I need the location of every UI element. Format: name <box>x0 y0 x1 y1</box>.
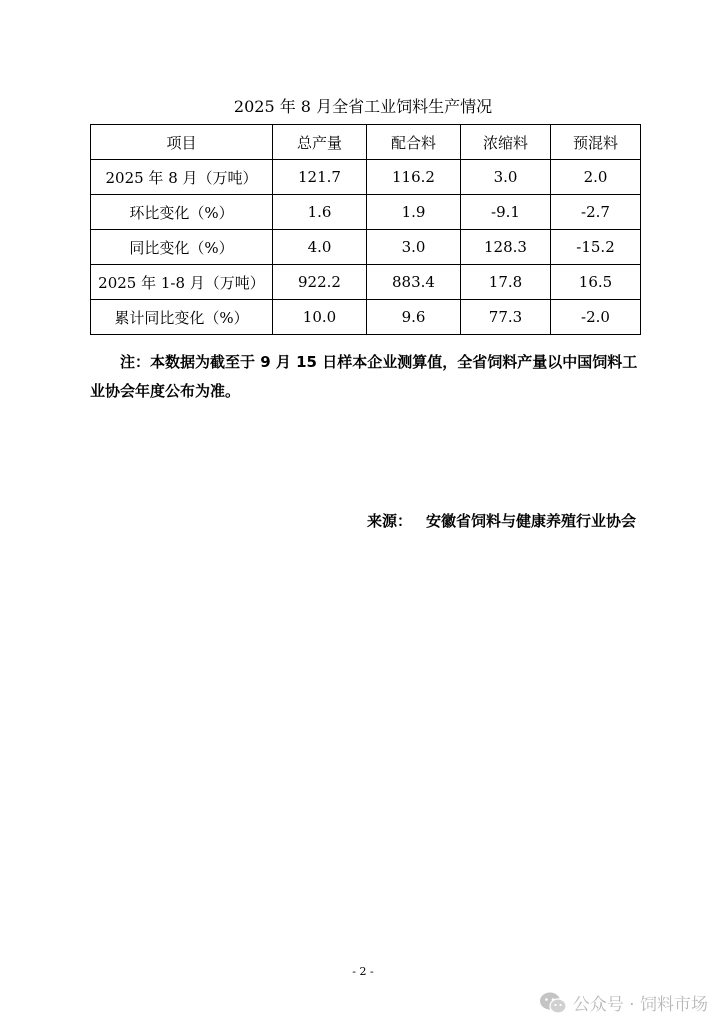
table-row <box>91 195 641 230</box>
table-row <box>91 160 641 195</box>
header-item: 项目 <box>91 125 273 160</box>
table-cell: 环比变化（%） <box>91 195 273 230</box>
page-number: - 2 - <box>352 965 374 978</box>
table-cell: 4.0 <box>273 230 367 265</box>
watermark-text: 公众号 · 饲料市场 <box>572 995 708 1015</box>
table-cell: 1.6 <box>273 195 367 230</box>
source-label: 来源： <box>366 512 412 530</box>
table-cell: 9.6 <box>367 300 461 335</box>
table-cell: 16.5 <box>551 265 641 300</box>
table-row <box>91 230 641 265</box>
table-cell: 3.0 <box>367 230 461 265</box>
table-cell: -2.7 <box>551 195 641 230</box>
table-cell: 10.0 <box>273 300 367 335</box>
source-line <box>367 510 636 531</box>
table-header-row <box>91 125 641 160</box>
table-cell: 同比变化（%） <box>91 230 273 265</box>
wechat-icon <box>539 991 567 1015</box>
header-concentrate: 浓缩料 <box>461 125 551 160</box>
table-cell: 2025 年 8 月（万吨） <box>91 160 273 195</box>
data-note <box>90 348 642 406</box>
table-cell: 128.3 <box>461 230 551 265</box>
note-text: 注：本数据为截至于 9 月 15 日样本企业测算值，全省饲料产量以中国饲料工业协会年度公布为准。 <box>90 353 638 400</box>
header-premix: 预混料 <box>551 125 641 160</box>
table-cell: 17.8 <box>461 265 551 300</box>
table-cell: -9.1 <box>461 195 551 230</box>
table-cell: 1.9 <box>367 195 461 230</box>
table-cell: 121.7 <box>273 160 367 195</box>
table-cell: 2025 年 1-8 月（万吨） <box>91 265 273 300</box>
table-row <box>91 265 641 300</box>
table-cell: 2.0 <box>551 160 641 195</box>
table-cell: 77.3 <box>461 300 551 335</box>
header-compound: 配合料 <box>367 125 461 160</box>
table-cell: -15.2 <box>551 230 641 265</box>
feed-production-table <box>90 124 641 335</box>
document-title: 2025 年 8 月全省工业饲料生产情况 <box>233 97 493 116</box>
table-cell: -2.0 <box>551 300 641 335</box>
table-cell: 累计同比变化（%） <box>91 300 273 335</box>
table-cell: 116.2 <box>367 160 461 195</box>
source-value: 安徽省饲料与健康养殖行业协会 <box>425 512 636 530</box>
watermark <box>539 990 708 1015</box>
table-cell: 3.0 <box>461 160 551 195</box>
table-cell: 922.2 <box>273 265 367 300</box>
table-row <box>91 300 641 335</box>
table-cell: 883.4 <box>367 265 461 300</box>
header-total: 总产量 <box>273 125 367 160</box>
